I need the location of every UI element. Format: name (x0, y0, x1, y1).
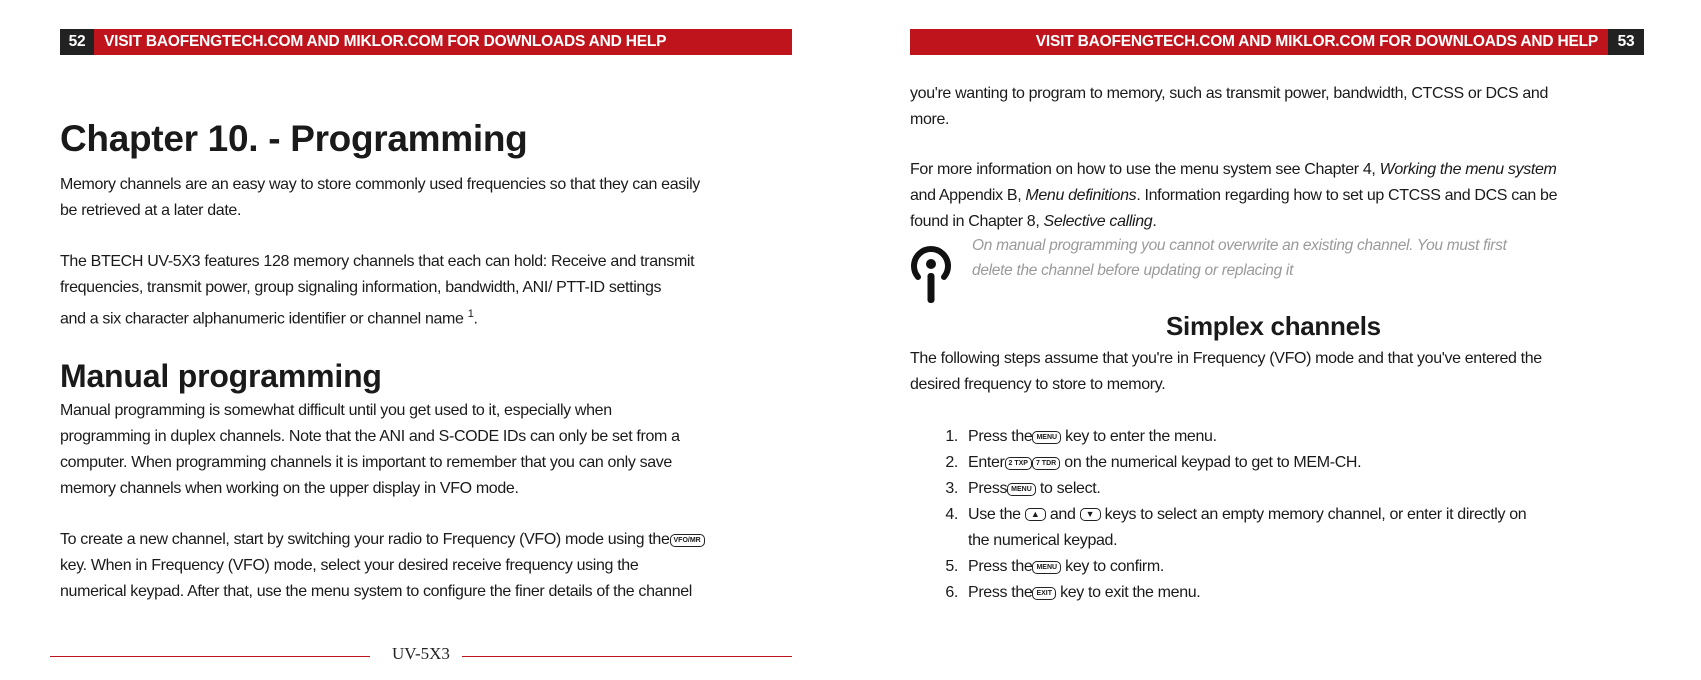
create-line: key. When in Frequency (VFO) mode, select your desired receive frequency using the (60, 557, 639, 574)
step-text: key to exit the menu. (1060, 584, 1201, 601)
step-number: 2. (945, 454, 958, 471)
cont-line: more. (910, 111, 950, 128)
step-text: key to confirm. (1065, 558, 1164, 575)
features-end: . (473, 310, 478, 328)
info-icon-svg (908, 237, 954, 309)
info-line-3 (910, 209, 1557, 235)
step-number: 6. (945, 584, 958, 601)
key-7-tdr-icon: 7 TDR (1032, 457, 1060, 470)
manual-line: computer. When programming channels it is important to remember that you can only save (60, 454, 672, 471)
right-header-text: VISIT BAOFENGTECH.COM AND MIKLOR.COM FOR DOWNLOADS AND HELP (1035, 33, 1598, 50)
info-text: . Information regarding how to set up CTCSS and DCS can be (1136, 187, 1558, 204)
cont-line: you're wanting to program to memory, such as transmit power, bandwidth, CTCSS or DCS and (910, 85, 1549, 102)
right-header-bar (910, 29, 1644, 55)
features-line: The BTECH UV-5X3 features 128 memory channels that each can hold: Receive and transmit (60, 253, 695, 270)
down-arrow-key-icon: ▼ (1080, 508, 1101, 521)
right-page-number: 53 (1608, 29, 1644, 55)
step-text: the numerical keypad. (968, 532, 1118, 549)
info-text: . (1152, 213, 1157, 230)
step-text: Press the (968, 584, 1033, 601)
footer-title: UV-5X3 (392, 644, 450, 663)
info-text: and Appendix B, (910, 187, 1026, 204)
step-text: key to enter the menu. (1065, 428, 1217, 445)
manual-line: programming in duplex channels. Note that the ANI and S-CODE IDs can only be set from a (60, 428, 680, 445)
create-line-1 (60, 527, 705, 553)
features-paragraph (60, 249, 694, 332)
features-line: frequencies, transmit power, group signaling information, bandwidth, ANI/ PTT-ID settings (60, 279, 662, 296)
step-item (940, 476, 1526, 502)
create-line-text: To create a new channel, start by switching your radio to Frequency (VFO) mode using the (60, 531, 670, 548)
left-header-bar (60, 29, 792, 55)
more-info-paragraph (910, 157, 1557, 235)
menu-key-icon: MENU (1032, 561, 1061, 574)
step-text: and (1049, 506, 1076, 523)
footer-rule-right (462, 656, 792, 657)
steps-list (940, 424, 1526, 606)
step-item (940, 502, 1526, 554)
note-line: On manual programming you cannot overwrite an existing channel. You must first (972, 237, 1507, 254)
create-line: numerical keypad. After that, use the menu system to configure the finer details of the channel (60, 583, 693, 600)
manual-paragraph (60, 398, 680, 502)
create-channel-paragraph (60, 527, 705, 605)
step-item (940, 424, 1526, 450)
step-text: Press the (968, 428, 1033, 445)
steps-intro-line: The following steps assume that you're in Frequency (VFO) mode and that you've entered the (910, 350, 1542, 367)
manual-line: memory channels when working on the upper display in VFO mode. (60, 480, 519, 497)
step-number: 5. (945, 558, 958, 575)
menu-key-icon: MENU (1007, 483, 1036, 496)
footer-rule-left (50, 656, 370, 657)
steps-intro-line: desired frequency to store to memory. (910, 376, 1166, 393)
info-line-1 (910, 157, 1557, 183)
step-item (940, 554, 1526, 580)
intro-line: be retrieved at a later date. (60, 202, 242, 219)
step-number: 3. (945, 480, 958, 497)
features-line-text: and a six character alphanumeric identifier or channel name (60, 310, 464, 328)
link-selective-calling[interactable]: Selective calling (1043, 213, 1153, 230)
step-text: Enter (968, 454, 1005, 471)
step-item (940, 580, 1526, 606)
manual-line: Manual programming is somewhat difficult until you get used to it, especially when (60, 402, 612, 419)
info-text: found in Chapter 8, (910, 213, 1044, 230)
chapter-title: Chapter 10. - Programming (60, 118, 528, 159)
left-page-number: 52 (60, 29, 94, 55)
manual-programming-heading: Manual programming (60, 358, 382, 394)
intro-line: Memory channels are an easy way to store commonly used frequencies so that they can easily (60, 176, 700, 193)
step-text: on the numerical keypad to get to MEM-CH. (1064, 454, 1362, 471)
step-text: Press (968, 480, 1008, 497)
key-2-txp-icon: 2 TXP (1005, 457, 1032, 470)
note-text (972, 233, 1507, 283)
exit-key-icon: EXIT (1032, 587, 1056, 600)
left-header-text: VISIT BAOFENGTECH.COM AND MIKLOR.COM FOR DOWNLOADS AND HELP (104, 33, 667, 50)
step-text: Use the (968, 506, 1021, 523)
features-line-3 (60, 301, 694, 332)
step-number: 1. (945, 428, 958, 445)
step-text: keys to select an empty memory channel, or enter it directly on (1104, 506, 1527, 523)
info-text: For more information on how to use the menu system see Chapter 4, (910, 161, 1380, 178)
link-menu-definitions[interactable]: Menu definitions (1025, 187, 1137, 204)
link-working-menu[interactable]: Working the menu system (1379, 161, 1557, 178)
up-arrow-key-icon: ▲ (1025, 508, 1046, 521)
intro-paragraph (60, 172, 700, 224)
footnote-mark[interactable]: 1 (467, 308, 474, 320)
steps-intro (910, 346, 1542, 398)
vfo-mr-key-icon: VFO/MR (670, 534, 705, 547)
note-line: delete the channel before updating or replacing it (972, 262, 1294, 279)
step-number: 4. (945, 506, 958, 523)
step-text: to select. (1039, 480, 1101, 497)
info-line-2 (910, 183, 1557, 209)
step-item (940, 450, 1526, 476)
continued-paragraph (910, 81, 1548, 133)
info-icon (908, 237, 954, 309)
simplex-channels-heading: Simplex channels (1166, 311, 1381, 341)
menu-key-icon: MENU (1032, 431, 1061, 444)
step-text: Press the (968, 558, 1033, 575)
